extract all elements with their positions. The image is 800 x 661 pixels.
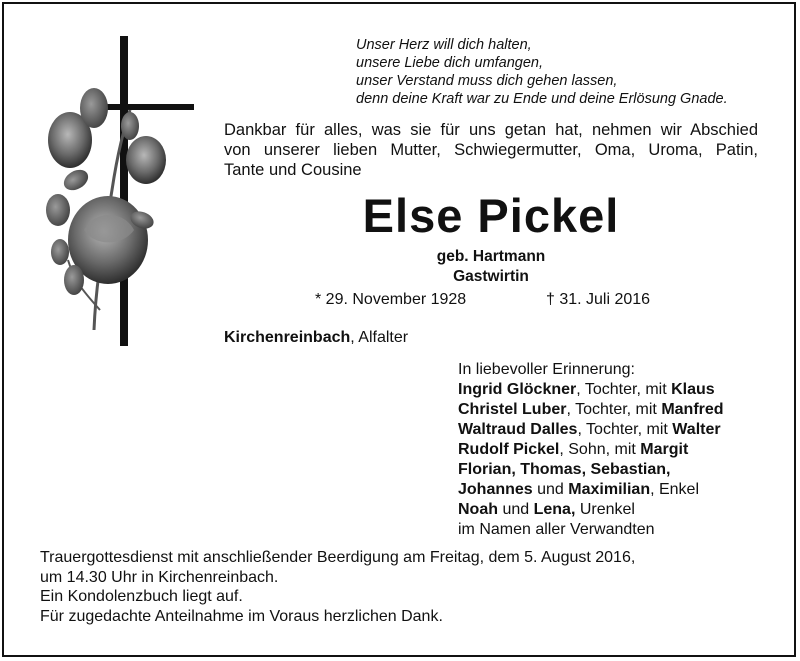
family-heading: In liebevoller Erinnerung: [458,361,635,378]
family-closing: im Namen aller Verwandten [458,521,655,538]
relative-name: Waltraud Dalles [458,421,578,438]
relative-name: Christel Luber [458,401,567,418]
conjunction: und [498,501,534,518]
service-line: Ein Kondolenzbuch liegt auf. [40,588,243,605]
grandchild-name: Johannes [458,481,533,498]
residence-town: Kirchenreinbach [224,329,351,346]
relation: , Tochter, mit [566,401,662,418]
family-row [458,480,724,500]
family-row [458,440,724,460]
relative-name: Ingrid Glöckner [458,381,577,398]
occupation: Gastwirtin [453,268,529,285]
relation: , Tochter, mit [577,421,673,438]
partner-name: Klaus [671,381,715,398]
conjunction: und [532,481,569,498]
death-date: † 31. Juli 2016 [546,291,651,308]
partner-name: Manfred [661,401,724,418]
intro-text [224,120,758,180]
poem-line: unsere Liebe dich umfangen, [356,55,544,71]
great-grandchild-name: Noah [458,501,498,518]
family-row [458,380,724,400]
relative-name: Rudolf Pickel [458,441,560,458]
poem-line: Unser Herz will dich halten, [356,37,532,53]
relation: , Sohn, mit [559,441,641,458]
deceased-name: Else Pickel [362,189,620,242]
relation: , Enkel [650,481,700,498]
grandchild-name: Maximilian [568,481,651,498]
service-line: Trauergottesdienst mit anschließender Beerdigung am Freitag, dem 5. August 2016, [40,549,636,566]
birth-date: * 29. November 1928 [315,291,467,308]
residence-district: , Alfalter [350,329,409,346]
service-line: Für zugedachte Anteilnahme im Voraus herzlichen Dank. [40,607,443,625]
service-line: um 14.30 Uhr in Kirchenreinbach. [40,568,279,586]
cross-with-roses-illustration [34,30,204,350]
poem-line: unser Verstand muss dich gehen lassen, [356,73,618,89]
relation: Urenkel [575,501,635,518]
family-row [458,500,724,520]
partner-name: Walter [672,421,721,438]
poem-line: denn deine Kraft war zu Ende und deine Erlösung Gnade. [356,91,728,107]
family-list [458,360,724,540]
family-row [458,460,724,480]
cross-icon [104,36,194,346]
family-row [458,420,724,440]
relation: , Tochter, mit [576,381,672,398]
intro-line: von unserer lieben Mutter, Schwiegermutter, Oma, Uroma, Patin, [224,141,758,159]
intro-line: Dankbar für alles, was sie für uns getan hat, nehmen wir Abschied [224,121,758,139]
great-grandchild-name: Lena, [533,501,576,518]
intro-line: Tante und Cousine [224,161,362,179]
family-row [458,400,724,420]
partner-name: Margit [640,441,689,458]
grandchildren-names: Florian, Thomas, Sebastian, [458,461,671,478]
residence [224,329,408,347]
maiden-name: geb. Hartmann [436,248,546,265]
poem [356,36,728,108]
service-info [40,548,635,626]
